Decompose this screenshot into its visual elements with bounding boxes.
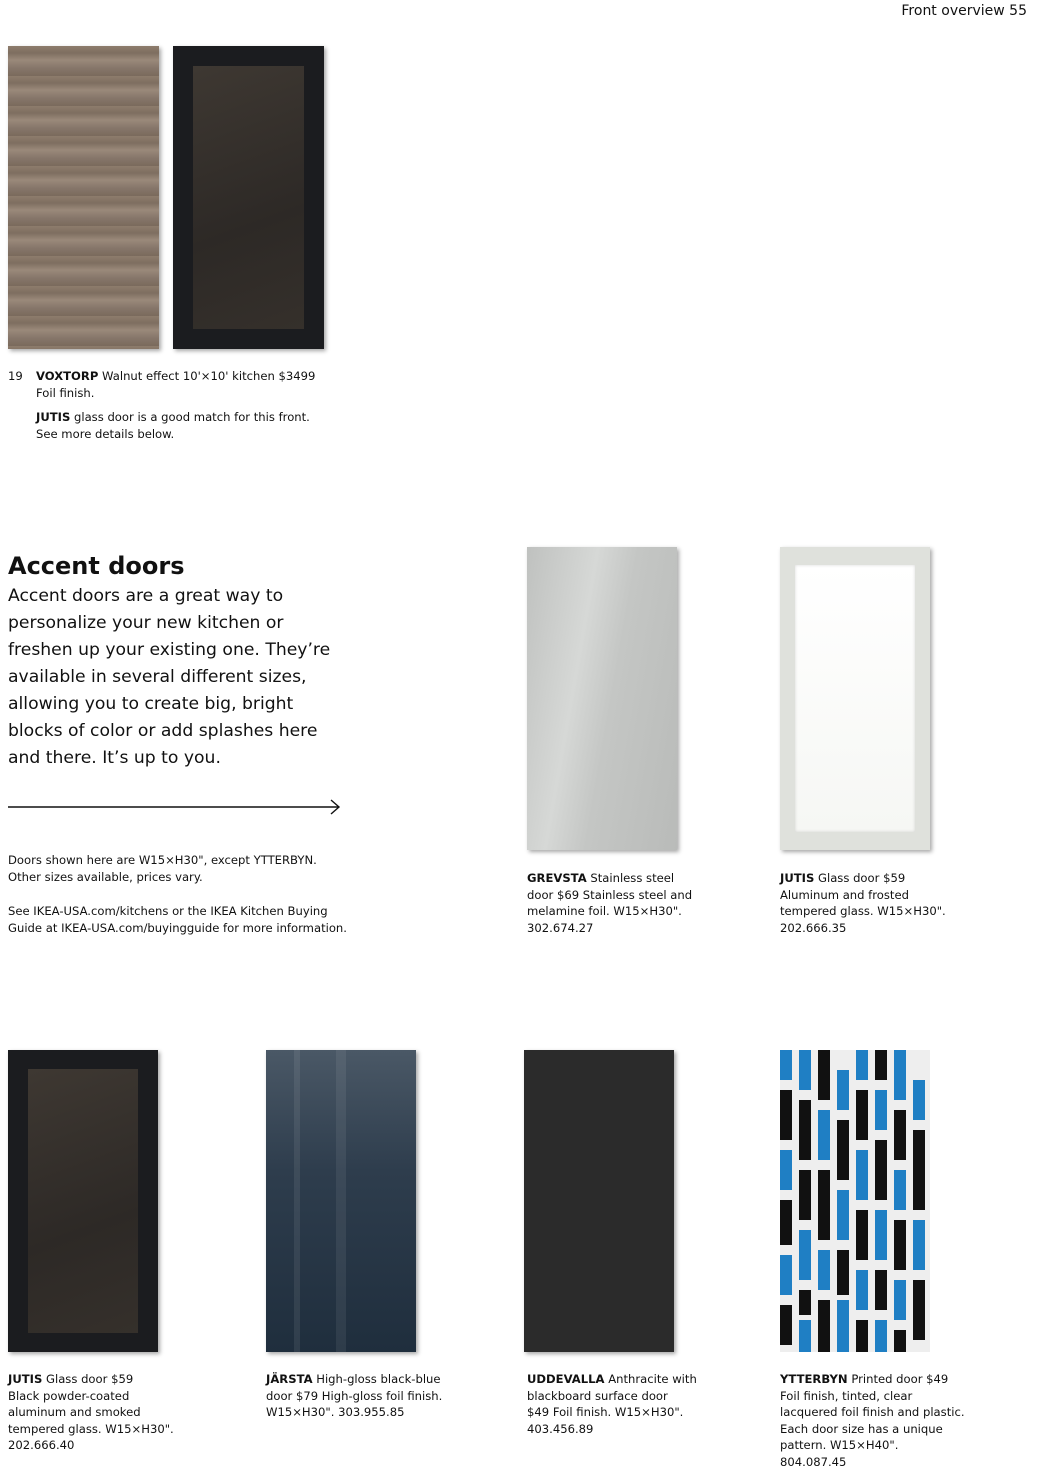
jutis-smoked-line: Black powder-coated xyxy=(8,1388,130,1403)
jarsta-article-number: W15×H30". 303.955.85 xyxy=(266,1405,405,1419)
sizes-note-line: Other sizes available, prices vary. xyxy=(8,869,203,884)
ytterbyn-line: pattern. W15×H40". xyxy=(780,1438,899,1452)
jutis-smoked-name: JUTIS xyxy=(8,1372,43,1386)
ytterbyn-line: lacquered foil finish and plastic. xyxy=(780,1405,965,1419)
accent-lede xyxy=(8,583,428,772)
lede-line: freshen up your existing one. They’re xyxy=(8,640,331,660)
jarsta-line: High-gloss black-blue xyxy=(316,1372,441,1386)
lede-line: blocks of color or add splashes here xyxy=(8,721,318,741)
jarsta-door-image xyxy=(266,1050,416,1352)
grevsta-name: GREVSTA xyxy=(527,871,587,885)
jutis-smoked-line: tempered glass. W15×H30". xyxy=(8,1421,174,1436)
sizes-note xyxy=(8,852,408,885)
ytterbyn-caption xyxy=(780,1371,1015,1470)
uddevalla-line: $49 Foil finish. W15×H30". xyxy=(527,1405,684,1419)
ytterbyn-line: Printed door $49 xyxy=(851,1372,949,1386)
jutis-smoked-door-image-top xyxy=(173,46,324,349)
jutis-smoked-door-image xyxy=(8,1050,158,1352)
jarsta-caption xyxy=(266,1371,496,1421)
voxtorp-caption xyxy=(8,368,348,442)
lede-line: and there. It’s up to you. xyxy=(8,748,221,768)
uddevalla-caption xyxy=(527,1371,747,1437)
page-number: 55 xyxy=(1009,3,1027,19)
jarsta-line: door $79 High-gloss foil finish. xyxy=(266,1388,443,1403)
voxtorp-door-image xyxy=(8,46,159,349)
uddevalla-door-image xyxy=(524,1050,674,1352)
sizes-note-line: Doors shown here are W15×H30", except YTTERBYN. xyxy=(8,853,317,867)
jutis-frosted-line: Aluminum and frosted xyxy=(780,887,909,902)
uddevalla-line: blackboard surface door xyxy=(527,1388,668,1403)
jutis-frosted-name: JUTIS xyxy=(780,871,815,885)
website-note-line: See IKEA-USA.com/kitchens or the IKEA Kitchen Buying xyxy=(8,904,328,918)
grevsta-line: door $69 Stainless steel and xyxy=(527,887,693,902)
jutis-note-desc: glass door is a good match for this front. xyxy=(74,410,310,424)
lede-line: allowing you to create big, bright xyxy=(8,694,294,714)
lede-line: available in several different sizes, xyxy=(8,667,307,687)
grevsta-article-number: 302.674.27 xyxy=(527,920,594,935)
jutis-frosted-line: Glass door $59 xyxy=(818,871,906,885)
grevsta-line: Stainless steel xyxy=(590,871,675,885)
jutis-smoked-line: aluminum and smoked xyxy=(8,1405,141,1419)
uddevalla-line: Anthracite with xyxy=(608,1372,697,1386)
grevsta-door-image xyxy=(527,547,677,850)
jutis-smoked-article-number: 202.666.40 xyxy=(8,1438,75,1452)
image-index: 19 xyxy=(8,369,23,383)
jutis-note-desc2: See more details below. xyxy=(36,426,175,441)
accent-title: Accent doors xyxy=(8,552,185,580)
ytterbyn-pattern xyxy=(780,1050,930,1352)
grevsta-caption xyxy=(527,870,747,936)
uddevalla-name: UDDEVALLA xyxy=(527,1372,605,1386)
uddevalla-article-number: 403.456.89 xyxy=(527,1421,594,1436)
ytterbyn-name: YTTERBYN xyxy=(780,1372,848,1386)
ytterbyn-line: Each door size has a unique xyxy=(780,1421,943,1436)
voxtorp-desc: Walnut effect 10'×10' kitchen $3499 xyxy=(102,369,316,383)
jutis-frosted-door-image xyxy=(780,547,930,850)
website-note-line: Guide at IKEA-USA.com/buyingguide for more information. xyxy=(8,920,347,935)
ytterbyn-door-image xyxy=(780,1050,930,1352)
voxtorp-desc2: Foil finish. xyxy=(36,385,95,400)
ytterbyn-article-number: 804.087.45 xyxy=(780,1454,847,1469)
grevsta-line: melamine foil. W15×H30". xyxy=(527,904,682,918)
voxtorp-name: VOXTORP xyxy=(36,369,99,383)
lede-line: personalize your new kitchen or xyxy=(8,613,284,633)
page-header xyxy=(901,3,1027,19)
website-note xyxy=(8,903,428,936)
lede-line: Accent doors are a great way to xyxy=(8,586,284,606)
jutis-note-name: JUTIS xyxy=(36,410,71,424)
jutis-smoked-caption xyxy=(8,1371,228,1454)
jutis-smoked-line: Glass door $59 xyxy=(46,1372,134,1386)
ytterbyn-line: Foil finish, tinted, clear xyxy=(780,1388,913,1403)
jutis-frosted-line: tempered glass. W15×H30". xyxy=(780,904,946,918)
jutis-frosted-article-number: 202.666.35 xyxy=(780,920,847,935)
jutis-frosted-caption xyxy=(780,870,1000,936)
section-title: Front overview xyxy=(901,3,1005,19)
arrow-right-icon xyxy=(8,798,343,816)
jarsta-name: JÄRSTA xyxy=(266,1372,313,1386)
